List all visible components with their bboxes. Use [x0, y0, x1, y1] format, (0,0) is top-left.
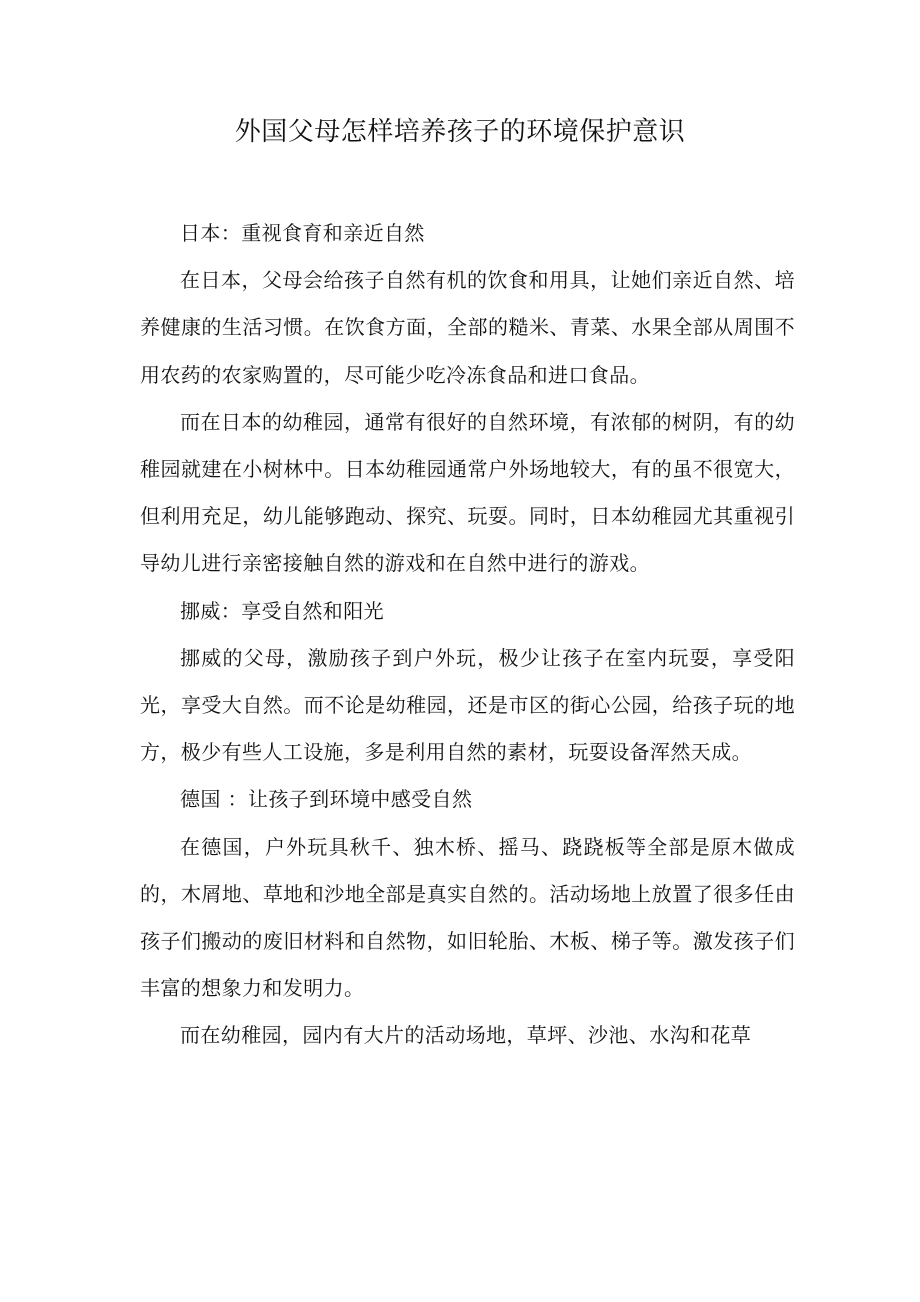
paragraph: 在日本，父母会给孩子自然有机的饮食和用具，让她们亲近自然、培养健康的生活习惯。在饮食方面，全部的糙米、青菜、水果全部从周围不用农药的农家购置的，尽可能少吃冷冻食品和进口食品。 [140, 268, 795, 387]
document-title: 外国父母怎样培养孩子的环境保护意识 [234, 117, 686, 147]
section-heading-japan: 日本：重视食育和亲近自然 [180, 221, 425, 245]
paragraph: 在德国，户外玩具秋千、独木桥、摇马、跷跷板等全部是原木做成的，木屑地、草地和沙地全部是真实自然的。活动场地上放置了很多任由孩子们搬动的废旧材料和自然物，如旧轮胎、木板、梯子等。激发孩子们丰富的想象力和发明力。 [140, 834, 795, 1001]
section-heading-norway: 挪威：享受自然和阳光 [180, 598, 384, 623]
paragraph: 挪威的父母，激励孩子到户外玩，极少让孩子在室内玩耍，享受阳光，享受大自然。而不论是幼稚园，还是市区的街心公园，给孩子玩的地方，极少有些人工设施，多是利用自然的素材，玩耍设备浑然天成。 [140, 645, 795, 765]
paragraph: 而在幼稚园，园内有大片的活动场地，草坪、沙池、水沟和花草 [180, 1023, 752, 1048]
paragraph: 而在日本的幼稚园，通常有很好的自然环境，有浓郁的树阴，有的幼稚园就建在小树林中。日本幼稚园通常户外场地较大，有的虽不很宽大，但利用充足，幼儿能够跑动、探究、玩耍。同时，日本幼稚园尤其重视引导幼儿进行亲密接触自然的游戏和在自然中进行的游戏。 [140, 409, 795, 576]
document-body [140, 210, 795, 1060]
section-heading-germany: 德国 ：让孩子到环境中感受自然 [180, 787, 473, 812]
